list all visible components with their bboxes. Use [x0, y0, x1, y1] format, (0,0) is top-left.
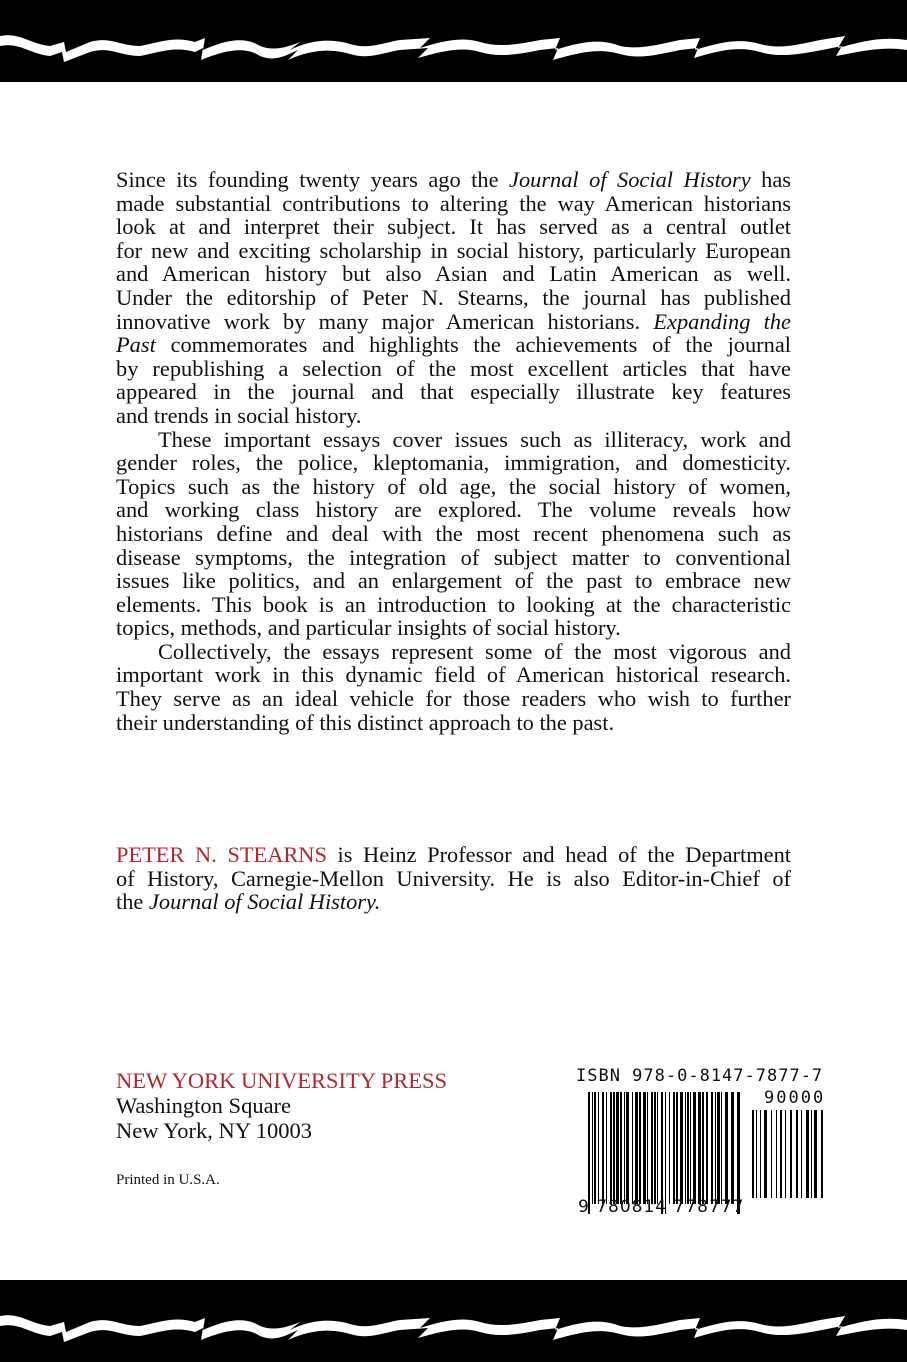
text-segment: Collectively, the essays represent some of the most vigorous and	[158, 638, 791, 664]
text-segment: important work in this dynamic field of American historical research.	[116, 662, 791, 688]
text-line	[116, 451, 791, 475]
text-line	[116, 711, 791, 735]
text-line	[116, 357, 791, 381]
text-line	[116, 687, 791, 711]
text-line	[116, 475, 791, 499]
barcode-bar	[764, 1110, 767, 1198]
barcode-bar	[806, 1110, 809, 1198]
text-segment: of History, Carnegie-Mellon University. He is also Editor-in-Chief of	[116, 865, 791, 891]
barcode-bar	[616, 1092, 619, 1204]
text-segment: their understanding of this distinct approach to the past.	[116, 709, 615, 735]
text-segment: the	[116, 889, 149, 915]
text-line	[116, 569, 791, 593]
barcode-bar	[651, 1092, 653, 1204]
barcode-bar	[594, 1092, 596, 1204]
barcode-bar	[602, 1092, 604, 1204]
barcode-bar	[657, 1092, 658, 1204]
text-line	[116, 168, 791, 192]
barcode-bar	[626, 1092, 629, 1204]
text-segment: is Heinz Professor and head of the Department	[326, 842, 791, 867]
barcode-bar	[606, 1092, 607, 1204]
price-addon-digits: 90000	[764, 1088, 826, 1108]
publisher-address-line2: New York, NY 10003	[116, 1118, 313, 1143]
barcode-bar	[610, 1092, 612, 1204]
author-name: PETER N. STEARNS	[116, 842, 327, 867]
barcode-bar	[801, 1110, 802, 1198]
barcode-bar	[752, 1110, 754, 1198]
barcode-bar	[690, 1092, 691, 1204]
barcode-bar	[814, 1110, 817, 1198]
barcode-bar	[673, 1092, 675, 1204]
text-segment: innovative work by many major American historians.	[116, 308, 654, 334]
barcode-bar	[785, 1110, 786, 1198]
text-line	[116, 546, 791, 570]
text-segment: and trends in social history.	[116, 402, 362, 428]
barcode-bar	[715, 1092, 716, 1204]
text-line	[116, 404, 791, 428]
printed-in-note: Printed in U.S.A.	[116, 1172, 220, 1188]
barcode-bar	[698, 1092, 701, 1204]
barcode-bar	[790, 1110, 792, 1198]
barcode-bar	[665, 1092, 666, 1214]
barcode-bar	[756, 1110, 757, 1198]
barcode-bar	[620, 1092, 622, 1204]
barcode-bar	[702, 1092, 704, 1204]
barcode-bar	[661, 1092, 663, 1214]
text-segment: These important essays cover issues such as illiteracy, work and	[158, 426, 791, 452]
top-decorative-band	[0, 0, 907, 82]
barcode-bar	[693, 1092, 696, 1204]
text-segment: They serve as an ideal vehicle for those readers who wish to further	[116, 686, 791, 712]
barcode-bar	[632, 1092, 633, 1204]
publisher-name: NEW YORK UNIVERSITY PRESS	[116, 1068, 448, 1093]
wave-ornament-icon	[0, 1280, 907, 1362]
barcode-bar	[796, 1110, 798, 1198]
barcode-bar	[737, 1092, 740, 1214]
text-line	[116, 215, 791, 239]
text-line	[116, 867, 791, 891]
barcode-bar	[821, 1110, 823, 1198]
text-segment: gender roles, the police, kleptomania, immigration, and domesticity.	[116, 450, 791, 476]
barcode-bar	[780, 1110, 782, 1198]
isbn-barcode	[568, 1064, 840, 1224]
italic-title: Journal of Social History.	[148, 889, 381, 915]
barcode-bar	[706, 1092, 708, 1204]
barcode-bar	[598, 1092, 599, 1204]
barcode-bar	[647, 1092, 648, 1204]
barcode-bar	[711, 1092, 713, 1204]
text-line	[116, 192, 791, 216]
text-line	[116, 843, 791, 867]
barcode-bar	[685, 1092, 686, 1204]
text-segment: commemorates and highlights the achievements of the journal	[155, 332, 791, 358]
text-line	[116, 380, 791, 404]
italic-title: Journal of Social History	[509, 167, 751, 192]
text-line	[116, 239, 791, 263]
barcode-bar	[669, 1092, 670, 1204]
text-segment: and working class history are explored. The volume reveals how	[116, 497, 791, 523]
text-line	[116, 640, 791, 664]
text-segment: has	[750, 167, 791, 192]
text-line	[116, 333, 791, 357]
text-segment: Since its founding twenty years ago the	[116, 167, 509, 192]
barcode-bar	[624, 1092, 625, 1204]
barcode-bar	[680, 1092, 683, 1204]
barcode-bar	[717, 1092, 720, 1204]
text-segment: and American history but also Asian and Latin American as well.	[116, 261, 791, 287]
barcode-bar	[721, 1092, 722, 1204]
text-line	[116, 498, 791, 522]
text-line	[116, 522, 791, 546]
text-segment: made substantial contributions to altering the way American historians	[116, 190, 791, 216]
text-segment: issues like politics, and an enlargement of the past to embrace new	[116, 568, 791, 594]
text-segment: disease symptoms, the integration of subject matter to conventional	[116, 544, 791, 570]
barcode-bar	[725, 1092, 728, 1204]
text-segment: Under the editorship of Peter N. Stearns, the journal has published	[116, 284, 791, 310]
text-line	[116, 663, 791, 687]
italic-title: Past	[116, 332, 156, 358]
text-segment: topics, methods, and particular insights of social history.	[116, 615, 621, 641]
publisher-block	[116, 1068, 447, 1143]
barcode-bar	[687, 1092, 689, 1204]
barcode-bar	[654, 1092, 656, 1204]
barcode-bar	[588, 1092, 590, 1214]
text-line	[116, 310, 791, 334]
barcode-bar	[811, 1110, 812, 1198]
text-segment: look at and interpret their subject. It has served as a central outlet	[116, 214, 791, 240]
text-segment: for new and exciting scholarship in social history, particularly European	[116, 237, 791, 263]
blurb-text	[116, 168, 791, 734]
barcode-bar	[760, 1110, 761, 1198]
text-line	[116, 286, 791, 310]
barcode-bar	[771, 1110, 772, 1198]
text-segment: by republishing a selection of the most excellent articles that have	[116, 355, 791, 381]
barcode-bar	[676, 1092, 678, 1204]
barcode-bar	[592, 1092, 593, 1204]
text-segment: Topics such as the history of old age, the social history of women,	[116, 473, 791, 499]
barcode-bar	[635, 1092, 638, 1204]
barcode-bar	[776, 1110, 777, 1198]
text-line	[116, 262, 791, 286]
barcode-bar	[731, 1092, 734, 1204]
barcode-bar	[643, 1092, 646, 1204]
italic-title: Expanding the	[653, 308, 791, 334]
barcode-bar	[613, 1092, 615, 1204]
text-segment: appeared in the journal and that especially illustrate key features	[116, 379, 791, 405]
text-line	[116, 593, 791, 617]
text-segment: elements. This book is an introduction to looking at the characteristic	[116, 591, 791, 617]
author-bio	[116, 843, 791, 914]
wave-ornament-icon	[0, 0, 907, 82]
text-line	[116, 428, 791, 452]
bottom-decorative-band	[0, 1280, 907, 1362]
ean-digits: 9 780814 778777	[578, 1197, 745, 1217]
publisher-address-line1: Washington Square	[116, 1093, 292, 1118]
text-line	[116, 616, 791, 640]
text-segment: historians define and deal with the most recent phenomena such as	[116, 520, 791, 546]
isbn-label: ISBN 978-0-8147-7877-7	[576, 1066, 824, 1086]
text-line	[116, 890, 791, 914]
barcode-bar	[639, 1092, 641, 1204]
